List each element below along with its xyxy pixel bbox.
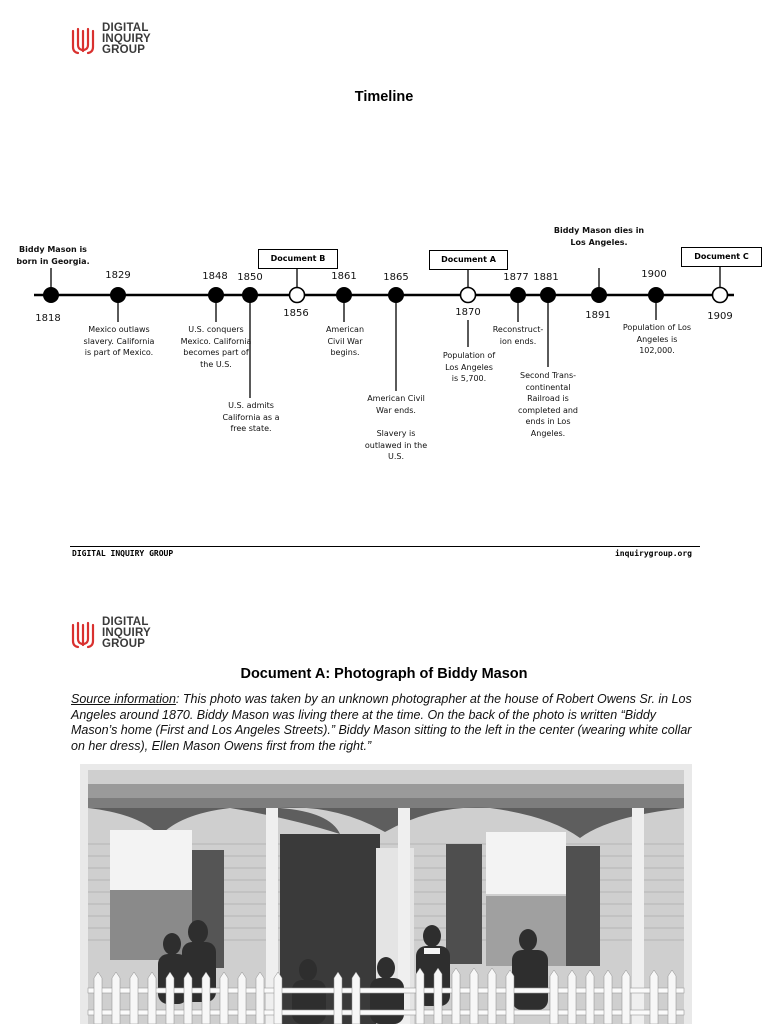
year-1850: 1850 [237, 272, 263, 283]
page-title: Timeline [354, 89, 414, 105]
logo-line-3: GROUP [102, 638, 146, 650]
event-1818-text: Biddy Mason is born in Georgia. [16, 245, 90, 266]
marker-1870 [461, 288, 476, 303]
footer-left: DIGITAL INQUIRY GROUP [72, 549, 174, 558]
event-1850-text: U.S. admits California as a free state. [222, 401, 280, 433]
marker-1848 [208, 287, 224, 303]
year-1891: 1891 [585, 310, 611, 321]
logo-line-1: DIGITAL [102, 616, 149, 628]
document-title: Document A: Photograph of Biddy Mason [240, 666, 528, 682]
event-1861-text: American Civil War begins. [325, 325, 365, 357]
marker-1850 [242, 287, 258, 303]
document-a-box: Document A [429, 250, 508, 270]
marker-1900 [648, 287, 664, 303]
logo-line-1: DIGITAL [102, 22, 149, 34]
logo-page2 [70, 617, 151, 650]
year-1877: 1877 [503, 272, 529, 283]
document-c-box: Document C [681, 247, 762, 267]
marker-1818 [43, 287, 59, 303]
marker-1861 [336, 287, 352, 303]
year-1861: 1861 [331, 271, 357, 282]
year-1909: 1909 [707, 311, 733, 322]
marker-1891 [591, 287, 607, 303]
logo-text [102, 617, 151, 650]
historical-photograph [80, 764, 692, 1024]
event-1881-text: Second Trans-continental Railroad is completed and ends in Los Angeles. [517, 371, 579, 438]
marker-1877 [510, 287, 526, 303]
event-1870-text: Population of Los Angeles is 5,700. [442, 351, 496, 383]
year-1856: 1856 [283, 308, 309, 319]
source-text: : This photo was taken by an unknown photographer at the house of Robert Owens Sr. in Los Angeles around 1870. Biddy Mason was living there at the time. On the back of the photo is written “Biddy Mason’s home (First and Los Angeles Streets).” Biddy Mason sitting to the left in the center (wearing white collar on her dress), Ellen Mason Owens first from the right.” [71, 692, 692, 753]
marker-1881 [540, 287, 556, 303]
logo-mark-icon [70, 619, 96, 649]
event-1848-text: U.S. conquers Mexico. California becomes part of the U.S. [180, 325, 252, 369]
event-1891-text: Biddy Mason dies in Los Angeles. [553, 226, 645, 247]
year-1881: 1881 [533, 272, 559, 283]
marker-1829 [110, 287, 126, 303]
event-1865-text-2: Slavery is outlawed in the U.S. [364, 429, 428, 461]
year-1870: 1870 [455, 307, 481, 318]
logo-line-3: GROUP [102, 44, 146, 56]
year-1818: 1818 [35, 313, 61, 324]
document-b-box: Document B [258, 249, 338, 269]
footer-right: inquirygroup.org [614, 549, 692, 558]
event-1829-text: Mexico outlaws slavery. California is part of Mexico. [83, 325, 155, 357]
event-1877-text: Reconstruct-ion ends. [492, 325, 544, 346]
marker-1909 [713, 288, 728, 303]
source-information [71, 692, 701, 754]
footer-divider [70, 546, 700, 547]
event-1900-text: Population of Los Angeles is 102,000. [622, 323, 692, 355]
event-1865-text: American Civil War ends. [367, 394, 425, 415]
marker-1856 [290, 288, 305, 303]
marker-1865 [388, 287, 404, 303]
year-1900: 1900 [641, 269, 667, 280]
year-1848: 1848 [202, 271, 228, 282]
year-1829: 1829 [105, 270, 131, 281]
logo-line-2: INQUIRY [102, 627, 151, 639]
year-1865: 1865 [383, 272, 409, 283]
logo-line-2: INQUIRY [102, 33, 151, 45]
source-label: Source information [71, 692, 176, 706]
